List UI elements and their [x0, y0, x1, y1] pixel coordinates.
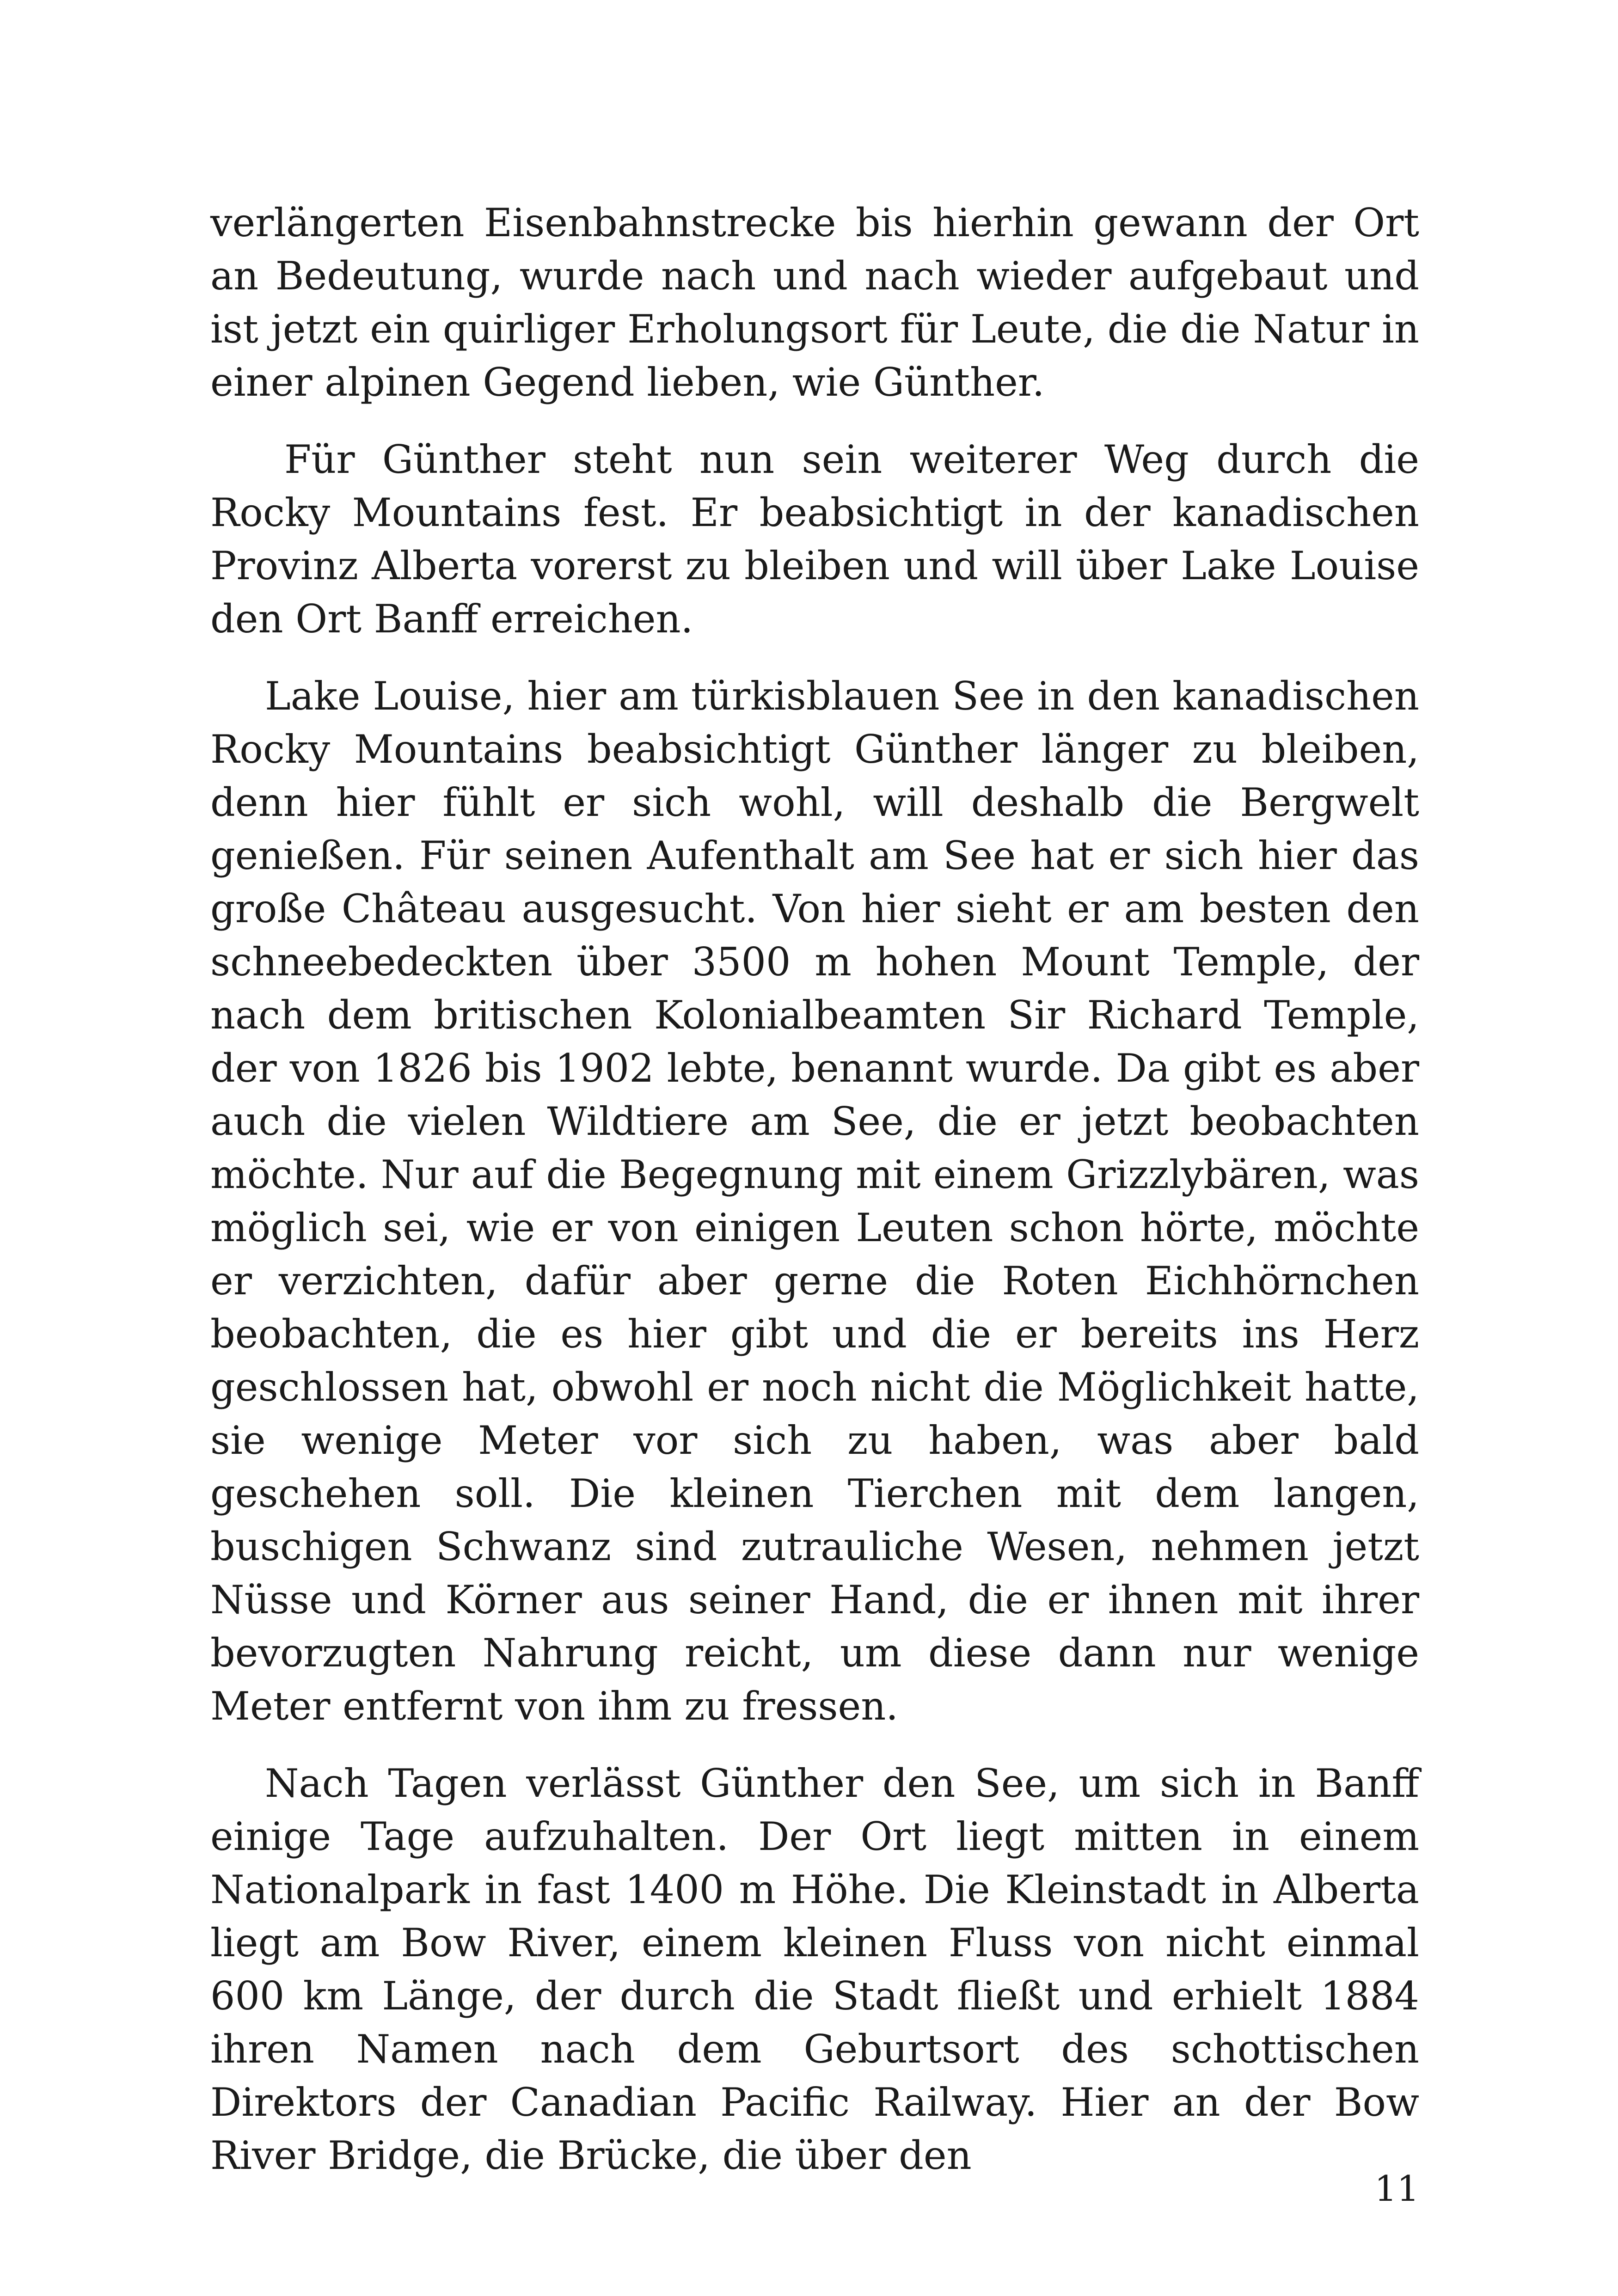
page-number: 11 [1374, 2168, 1419, 2209]
body-text [210, 196, 1419, 2206]
paragraph-3: Lake Louise, hier am türkisblauen See in den kanadischen Rocky Mountains beabsichtigt Günther länger zu bleiben, denn hier fühlt er sich wohl, will deshalb die Bergwelt genießen. Für seinen Aufenthalt am See hat er sich hier das große Château ausgesucht. Von hier sieht er am besten den schneebedeckten über 3500 m hohen Mount Temple, der nach dem britischen Kolonialbeamten Sir Richard Temple, der von 1826 bis 1902 lebte, benannt wurde. Da gibt es aber auch die vielen Wildtiere am See, die er jetzt beobachten möchte. Nur auf die Begegnung mit einem Grizzlybären, was möglich sei, wie er von einigen Leuten schon hörte, möchte er verzichten, dafür aber gerne die Roten Eichhörnchen beobachten, die es hier gibt und die er bereits ins Herz geschlossen hat, obwohl er noch nicht die Möglichkeit hatte, sie wenige Meter vor sich zu haben, was aber bald geschehen soll. Die kleinen Tierchen mit dem langen, buschigen Schwanz sind zutrauliche Wesen, nehmen jetzt Nüsse und Körner aus seiner Hand, die er ihnen mit ihrer bevorzugten Nahrung reicht, um diese dann nur wenige Meter entfernt von ihm zu fressen. [210, 673, 1419, 1729]
paragraph-1: verlängerten Eisenbahnstrecke bis hierhin gewann der Ort an Bedeutung, wurde nach und nach wieder aufgebaut und ist jetzt ein quirliger Erholungsort für Leute, die die Natur in einer alpinen Gegend lieben, wie Günther. [210, 200, 1419, 405]
paragraph-2: Für Günther steht nun sein weiterer Weg durch die Rocky Mountains fest. Er beabsichtigt in der kanadischen Provinz Alberta vorerst zu bleiben und will über Lake Louise den Ort Banff erreichen. [210, 437, 1419, 642]
paragraph-4: Nach Tagen verlässt Günther den See, um sich in Banff einige Tage aufzuhalten. Der Ort liegt mitten in einem Nationalpark in fast 1400 m Höhe. Die Kleinstadt in Alberta liegt am Bow River, einem kleinen Fluss von nicht einmal 600 km Länge, der durch die Stadt fließt und erhielt 1884 ihren Namen nach dem Geburtsort des schottischen Direktors der Canadian Pacific Railway. Hier an der Bow River Bridge, die Brücke, die über den [210, 1761, 1419, 2178]
